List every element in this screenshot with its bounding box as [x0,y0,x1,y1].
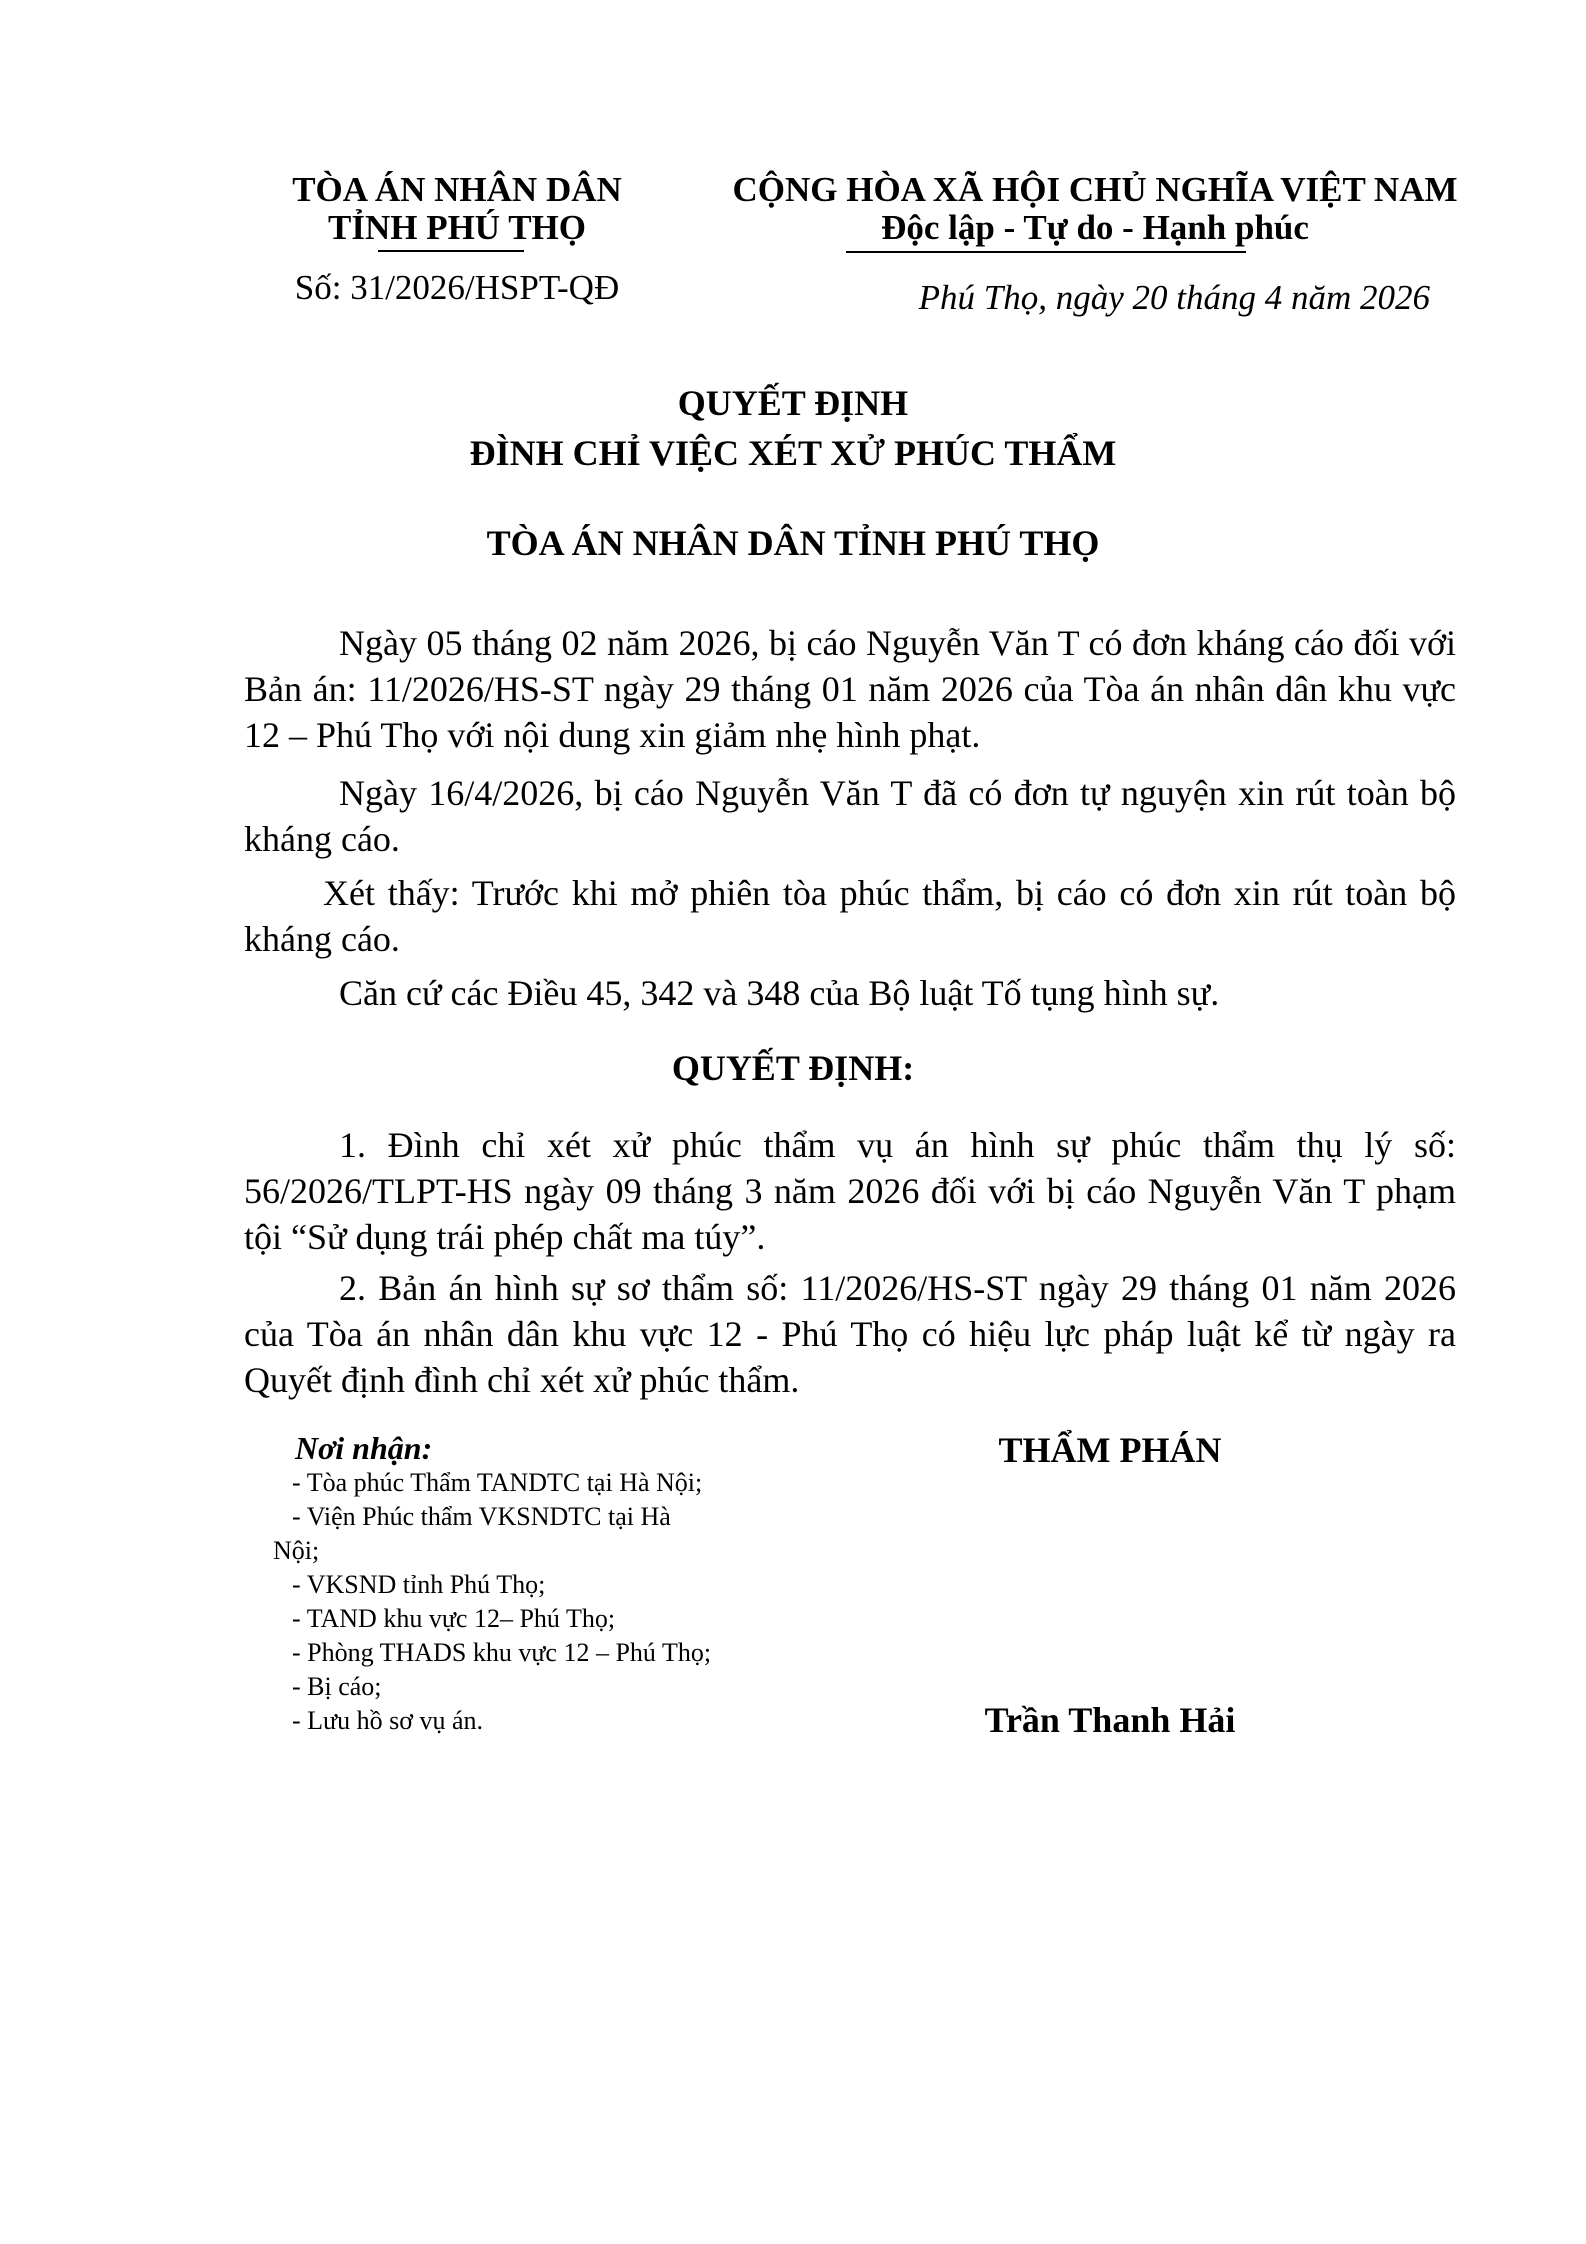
motto-underline [846,251,1246,253]
court-name-line1: TÒA ÁN NHÂN DÂN [292,170,622,209]
paragraph-withdrawal: Ngày 16/4/2026, bị cáo Nguyễn Văn T đã có đơn tự nguyện xin rút toàn bộ kháng cáo. [244,773,1456,859]
recipient-item: Nội; [273,1536,320,1565]
decision-subtitle: ĐÌNH CHỈ VIỆC XÉT XỬ PHÚC THẨM [469,433,1117,473]
recipient-item: - Viện Phúc thẩm VKSNDTC tại Hà [292,1502,671,1531]
recipient-item: - Lưu hồ sơ vụ án. [292,1706,484,1735]
decision-item-2: 2. Bản án hình sự sơ thẩm số: 11/2026/HS-ST ngày 29 tháng 01 năm 2026 của Tòa án nhân dân khu vực 12 - Phú Thọ có hiệu lực pháp luật kể từ ngày ra Quyết định đình chỉ xét xử phúc thẩm. [244,1268,1456,1400]
decision-item-1: 1. Đình chỉ xét xử phúc thẩm vụ án hình sự phúc thẩm thụ lý số: 56/2026/TLPT-HS ngày 09 tháng 3 năm 2026 đối với bị cáo Nguyễn Văn T phạm tội “Sử dụng trái phép chất ma túy”. [244,1125,1456,1257]
republic-name: CỘNG HÒA XÃ HỘI CHỦ NGHĨA VIỆT NAM [732,170,1458,209]
signer-title: THẨM PHÁN [998,1430,1222,1470]
court-name-line2: TỈNH PHÚ THỌ [327,208,586,247]
paragraph-appeal: Ngày 05 tháng 02 năm 2026, bị cáo Nguyễn Văn T có đơn kháng cáo đối với Bản án: 11/2026/HS-ST ngày 29 tháng 01 năm 2026 của Tòa án nhân dân khu vực 12 – Phú Thọ với nội dung xin giảm nhẹ hình phạt. [244,623,1456,755]
recipient-item: - VKSND tỉnh Phú Thọ; [292,1570,546,1599]
paragraph-legal-basis: Căn cứ các Điều 45, 342 và 348 của Bộ luật Tố tụng hình sự. [339,973,1220,1013]
decision-title: QUYẾT ĐỊNH [677,383,909,423]
recipient-item: - TAND khu vực 12– Phú Thọ; [292,1604,616,1633]
recipients-label: Nơi nhận: [295,1430,433,1466]
recipient-item: - Bị cáo; [292,1672,382,1701]
recipient-item: - Phòng THADS khu vực 12 – Phú Thọ; [292,1638,712,1667]
signer-name: Trần Thanh Hải [984,1700,1236,1740]
issuing-court: TÒA ÁN NHÂN DÂN TỈNH PHÚ THỌ [486,523,1100,563]
decision-heading: QUYẾT ĐỊNH: [671,1048,915,1088]
recipient-item: - Tòa phúc Thẩm TANDTC tại Hà Nội; [292,1468,703,1497]
document-number: Số: 31/2026/HSPT-QĐ [294,268,620,307]
national-motto: Độc lập - Tự do - Hạnh phúc [881,208,1309,247]
court-underline [378,250,524,252]
place-date: Phú Thọ, ngày 20 tháng 4 năm 2026 [918,278,1430,317]
paragraph-consideration: Xét thấy: Trước khi mở phiên tòa phúc thẩm, bị cáo có đơn xin rút toàn bộ kháng cáo. [244,873,1456,959]
